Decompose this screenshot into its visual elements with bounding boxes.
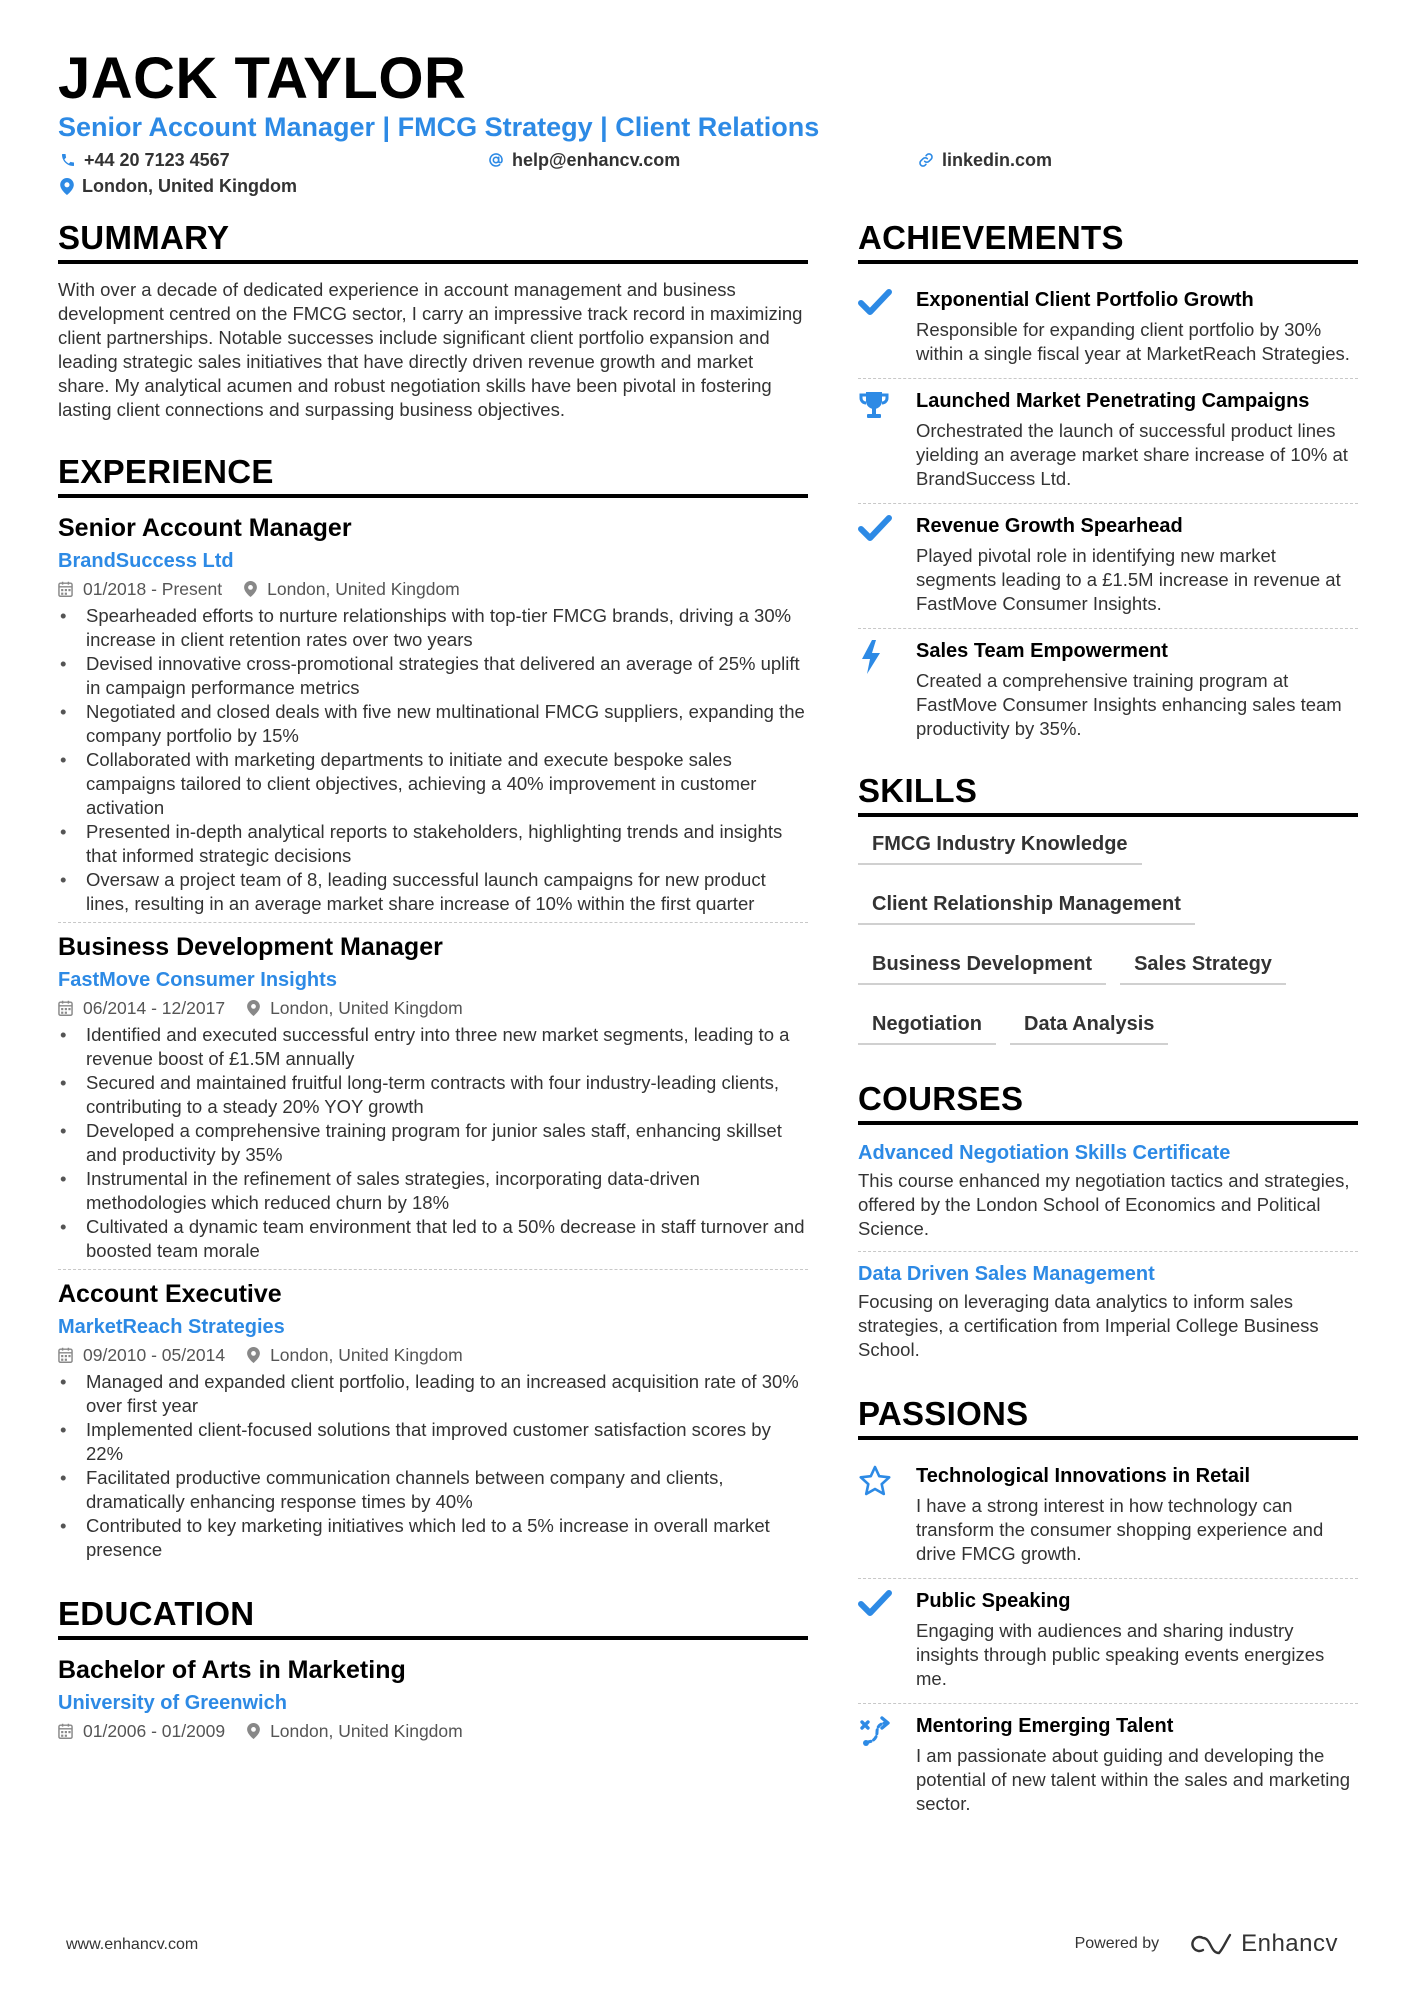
job-meta bbox=[58, 576, 808, 602]
job-dates: 01/2018 - Present bbox=[83, 579, 223, 599]
passion-desc: I am passionate about guiding and developing the potential of new talent within the sales and marketing sector. bbox=[916, 1745, 1350, 1814]
job-dates: 09/2010 - 05/2014 bbox=[83, 1345, 226, 1365]
achievements-heading: ACHIEVEMENTS bbox=[858, 218, 1358, 264]
contact-location bbox=[60, 174, 297, 198]
footer-website[interactable]: www.enhancv.com bbox=[66, 1936, 199, 1953]
passion-title: Technological Innovations in Retail bbox=[916, 1465, 1251, 1487]
summary-text: With over a decade of dedicated experience in account management and business development centred on the FMCG sector, I carry an impressive track record in maximizing client partnerships. Notable successes include significant client portfolio expansion and leading strategic sales initiatives that have directly driven revenue growth and market share. My analytical acumen and robust negotiation skills have been pivotal in fostering lasting client connections and surpassing business objectives. bbox=[58, 279, 803, 420]
calendar-icon bbox=[58, 581, 73, 597]
skills-list bbox=[858, 831, 1358, 1071]
bullet-item: • Identified and executed successful entry into three new market segments, leading to a revenue boost of £1.5M annually bbox=[58, 1023, 808, 1071]
skill-tag: FMCG Industry Knowledge bbox=[858, 831, 1142, 865]
education-meta bbox=[58, 1718, 808, 1744]
summary-heading: SUMMARY bbox=[58, 218, 808, 264]
passions-section bbox=[858, 1394, 1358, 1828]
contact-phone[interactable] bbox=[60, 148, 230, 172]
phone-icon bbox=[60, 152, 76, 168]
achievement-title: Launched Market Penetrating Campaigns bbox=[916, 390, 1310, 412]
experience-section bbox=[58, 452, 808, 1568]
achievement-title: Sales Team Empowerment bbox=[916, 640, 1168, 662]
job-dates: 06/2014 - 12/2017 bbox=[83, 998, 226, 1018]
phone-text: +44 20 7123 4567 bbox=[84, 150, 230, 170]
location-pin-icon bbox=[247, 1000, 260, 1016]
skill-tag: Sales Strategy bbox=[1120, 951, 1286, 985]
passion-title: Mentoring Emerging Talent bbox=[916, 1715, 1174, 1737]
location-pin-icon bbox=[247, 1723, 260, 1739]
experience-entry bbox=[58, 922, 808, 1269]
skill-tag: Client Relationship Management bbox=[858, 891, 1195, 925]
check-icon bbox=[858, 1589, 892, 1617]
achievement-desc: Created a comprehensive training program at FastMove Consumer Insights enhancing sales team productivity by 35%. bbox=[916, 670, 1342, 739]
bullet-item: • Secured and maintained fruitful long-term contracts with four industry-leading clients, contributing to a steady 20% YOY growth bbox=[58, 1071, 808, 1119]
passion-desc: I have a strong interest in how technology can transform the consumer shopping experience and drive FMCG growth. bbox=[916, 1495, 1324, 1564]
skill-tag: Data Analysis bbox=[1010, 1011, 1168, 1045]
job-bullets bbox=[58, 1023, 808, 1263]
job-location: London, United Kingdom bbox=[270, 1345, 463, 1365]
achievement-item bbox=[858, 278, 1358, 378]
job-location: London, United Kingdom bbox=[270, 998, 463, 1018]
star-icon bbox=[858, 1464, 892, 1498]
course-title: Data Driven Sales Management bbox=[858, 1263, 1155, 1285]
location-pin-icon bbox=[247, 1347, 260, 1363]
enhancv-logo-icon bbox=[1187, 1933, 1233, 1955]
powered-by-label: Powered by bbox=[1074, 1935, 1160, 1952]
company-name: BrandSuccess Ltd bbox=[58, 550, 234, 572]
courses-heading: COURSES bbox=[858, 1079, 1358, 1125]
enhancv-brand: Enhancv bbox=[1241, 1930, 1338, 1957]
bullet-item: • Cultivated a dynamic team environment that led to a 50% decrease in staff turnover and boosted team morale bbox=[58, 1215, 808, 1263]
job-meta bbox=[58, 1342, 808, 1368]
bullet-item: • Spearheaded efforts to nurture relationships with top-tier FMCG brands, driving a 30% increase in client retention rates over two years bbox=[58, 604, 808, 652]
course-desc: This course enhanced my negotiation tactics and strategies, offered by the London School of Economics and Political Science. bbox=[858, 1170, 1350, 1239]
candidate-headline: Senior Account Manager | FMCG Strategy | Client Relations bbox=[58, 112, 820, 142]
email-text: help@enhancv.com bbox=[512, 150, 681, 170]
trophy-icon bbox=[858, 389, 890, 421]
course-title: Advanced Negotiation Skills Certificate bbox=[858, 1142, 1231, 1164]
company-name: FastMove Consumer Insights bbox=[58, 969, 337, 991]
education-section bbox=[58, 1594, 808, 1744]
experience-entry bbox=[58, 1269, 808, 1568]
education-dates: 01/2006 - 01/2009 bbox=[83, 1721, 226, 1741]
check-icon bbox=[858, 288, 892, 316]
bullet-item: • Oversaw a project team of 8, leading successful launch campaigns for new product lines, resulting in an average market share increase of 10% within the first quarter bbox=[58, 868, 808, 916]
experience-entry bbox=[58, 512, 808, 922]
job-bullets bbox=[58, 604, 808, 916]
check-icon bbox=[858, 514, 892, 542]
right-column bbox=[858, 218, 1358, 1828]
passion-desc: Engaging with audiences and sharing industry insights through public speaking events energizes me. bbox=[916, 1620, 1325, 1689]
calendar-icon bbox=[58, 1347, 73, 1363]
bullet-item: • Presented in-depth analytical reports to stakeholders, highlighting trends and insights that informed strategic decisions bbox=[58, 820, 808, 868]
passion-title: Public Speaking bbox=[916, 1590, 1071, 1612]
left-column bbox=[58, 218, 808, 1744]
location-text: London, United Kingdom bbox=[82, 176, 297, 196]
education-heading: EDUCATION bbox=[58, 1594, 808, 1640]
experience-heading: EXPERIENCE bbox=[58, 452, 808, 498]
summary-section bbox=[58, 218, 808, 422]
passion-item bbox=[858, 1454, 1358, 1578]
skill-tag: Business Development bbox=[858, 951, 1106, 985]
achievement-item bbox=[858, 503, 1358, 628]
contact-linkedin[interactable] bbox=[918, 148, 1052, 172]
skills-section bbox=[858, 771, 1358, 1071]
skill-tag: Negotiation bbox=[858, 1011, 996, 1045]
bullet-item: • Managed and expanded client portfolio, leading to an increased acquisition rate of 30% over first year bbox=[58, 1370, 808, 1418]
strategy-icon bbox=[858, 1714, 892, 1748]
achievement-item bbox=[858, 378, 1358, 503]
school-name: University of Greenwich bbox=[58, 1692, 287, 1714]
bullet-item: • Implemented client-focused solutions that improved customer satisfaction scores by 22% bbox=[58, 1418, 808, 1466]
achievement-desc: Played pivotal role in identifying new market segments leading to a £1.5M increase in revenue at FastMove Consumer Insights. bbox=[916, 545, 1341, 614]
link-icon bbox=[918, 152, 934, 168]
footer-powered-by[interactable] bbox=[1075, 1930, 1338, 1958]
passion-item bbox=[858, 1703, 1358, 1828]
bullet-item: • Facilitated productive communication channels between company and clients, dramatically enhancing response times by 40% bbox=[58, 1466, 808, 1514]
job-title: Account Executive bbox=[58, 1280, 282, 1308]
passion-item bbox=[858, 1578, 1358, 1703]
achievement-desc: Responsible for expanding client portfolio by 30% within a single fiscal year at MarketReach Strategies. bbox=[916, 319, 1350, 364]
course-desc: Focusing on leveraging data analytics to inform sales strategies, a certification from Imperial College Business School. bbox=[858, 1291, 1319, 1360]
achievement-title: Revenue Growth Spearhead bbox=[916, 515, 1183, 537]
courses-section bbox=[858, 1079, 1358, 1372]
job-bullets bbox=[58, 1370, 808, 1562]
course-item bbox=[858, 1251, 1358, 1372]
linkedin-text: linkedin.com bbox=[942, 150, 1053, 170]
calendar-icon bbox=[58, 1000, 73, 1016]
calendar-icon bbox=[58, 1723, 73, 1739]
degree-title: Bachelor of Arts in Marketing bbox=[58, 1656, 406, 1684]
bullet-item: • Developed a comprehensive training program for junior sales staff, enhancing skillset and productivity by 35% bbox=[58, 1119, 808, 1167]
candidate-name: JACK TAYLOR bbox=[58, 46, 467, 111]
achievements-section bbox=[858, 218, 1358, 753]
bullet-item: • Contributed to key marketing initiatives which led to a 5% increase in overall market presence bbox=[58, 1514, 808, 1562]
bullet-item: • Instrumental in the refinement of sales strategies, incorporating data-driven methodologies which reduced churn by 18% bbox=[58, 1167, 808, 1215]
job-meta bbox=[58, 995, 808, 1021]
bullet-item: • Negotiated and closed deals with five new multinational FMCG suppliers, expanding the company portfolio by 15% bbox=[58, 700, 808, 748]
bullet-item: • Devised innovative cross-promotional strategies that delivered an average of 25% uplift in campaign performance metrics bbox=[58, 652, 808, 700]
achievement-desc: Orchestrated the launch of successful product lines yielding an average market share increase of 10% at BrandSuccess Ltd. bbox=[916, 420, 1348, 489]
job-title: Senior Account Manager bbox=[58, 514, 352, 542]
location-pin-icon bbox=[60, 178, 74, 195]
at-icon bbox=[488, 152, 504, 168]
lightning-icon bbox=[858, 639, 884, 675]
achievement-title: Exponential Client Portfolio Growth bbox=[916, 289, 1254, 311]
bullet-item: • Collaborated with marketing departments to initiate and execute bespoke sales campaigns tailored to client objectives, achieving a 40% improvement in customer activation bbox=[58, 748, 808, 820]
passions-heading: PASSIONS bbox=[858, 1394, 1358, 1440]
contact-email[interactable] bbox=[488, 148, 680, 172]
company-name: MarketReach Strategies bbox=[58, 1316, 285, 1338]
job-title: Business Development Manager bbox=[58, 933, 443, 961]
skills-heading: SKILLS bbox=[858, 771, 1358, 817]
location-pin-icon bbox=[244, 581, 257, 597]
job-location: London, United Kingdom bbox=[267, 579, 460, 599]
achievement-item bbox=[858, 628, 1358, 753]
education-location: London, United Kingdom bbox=[270, 1721, 463, 1741]
course-item bbox=[858, 1139, 1358, 1251]
